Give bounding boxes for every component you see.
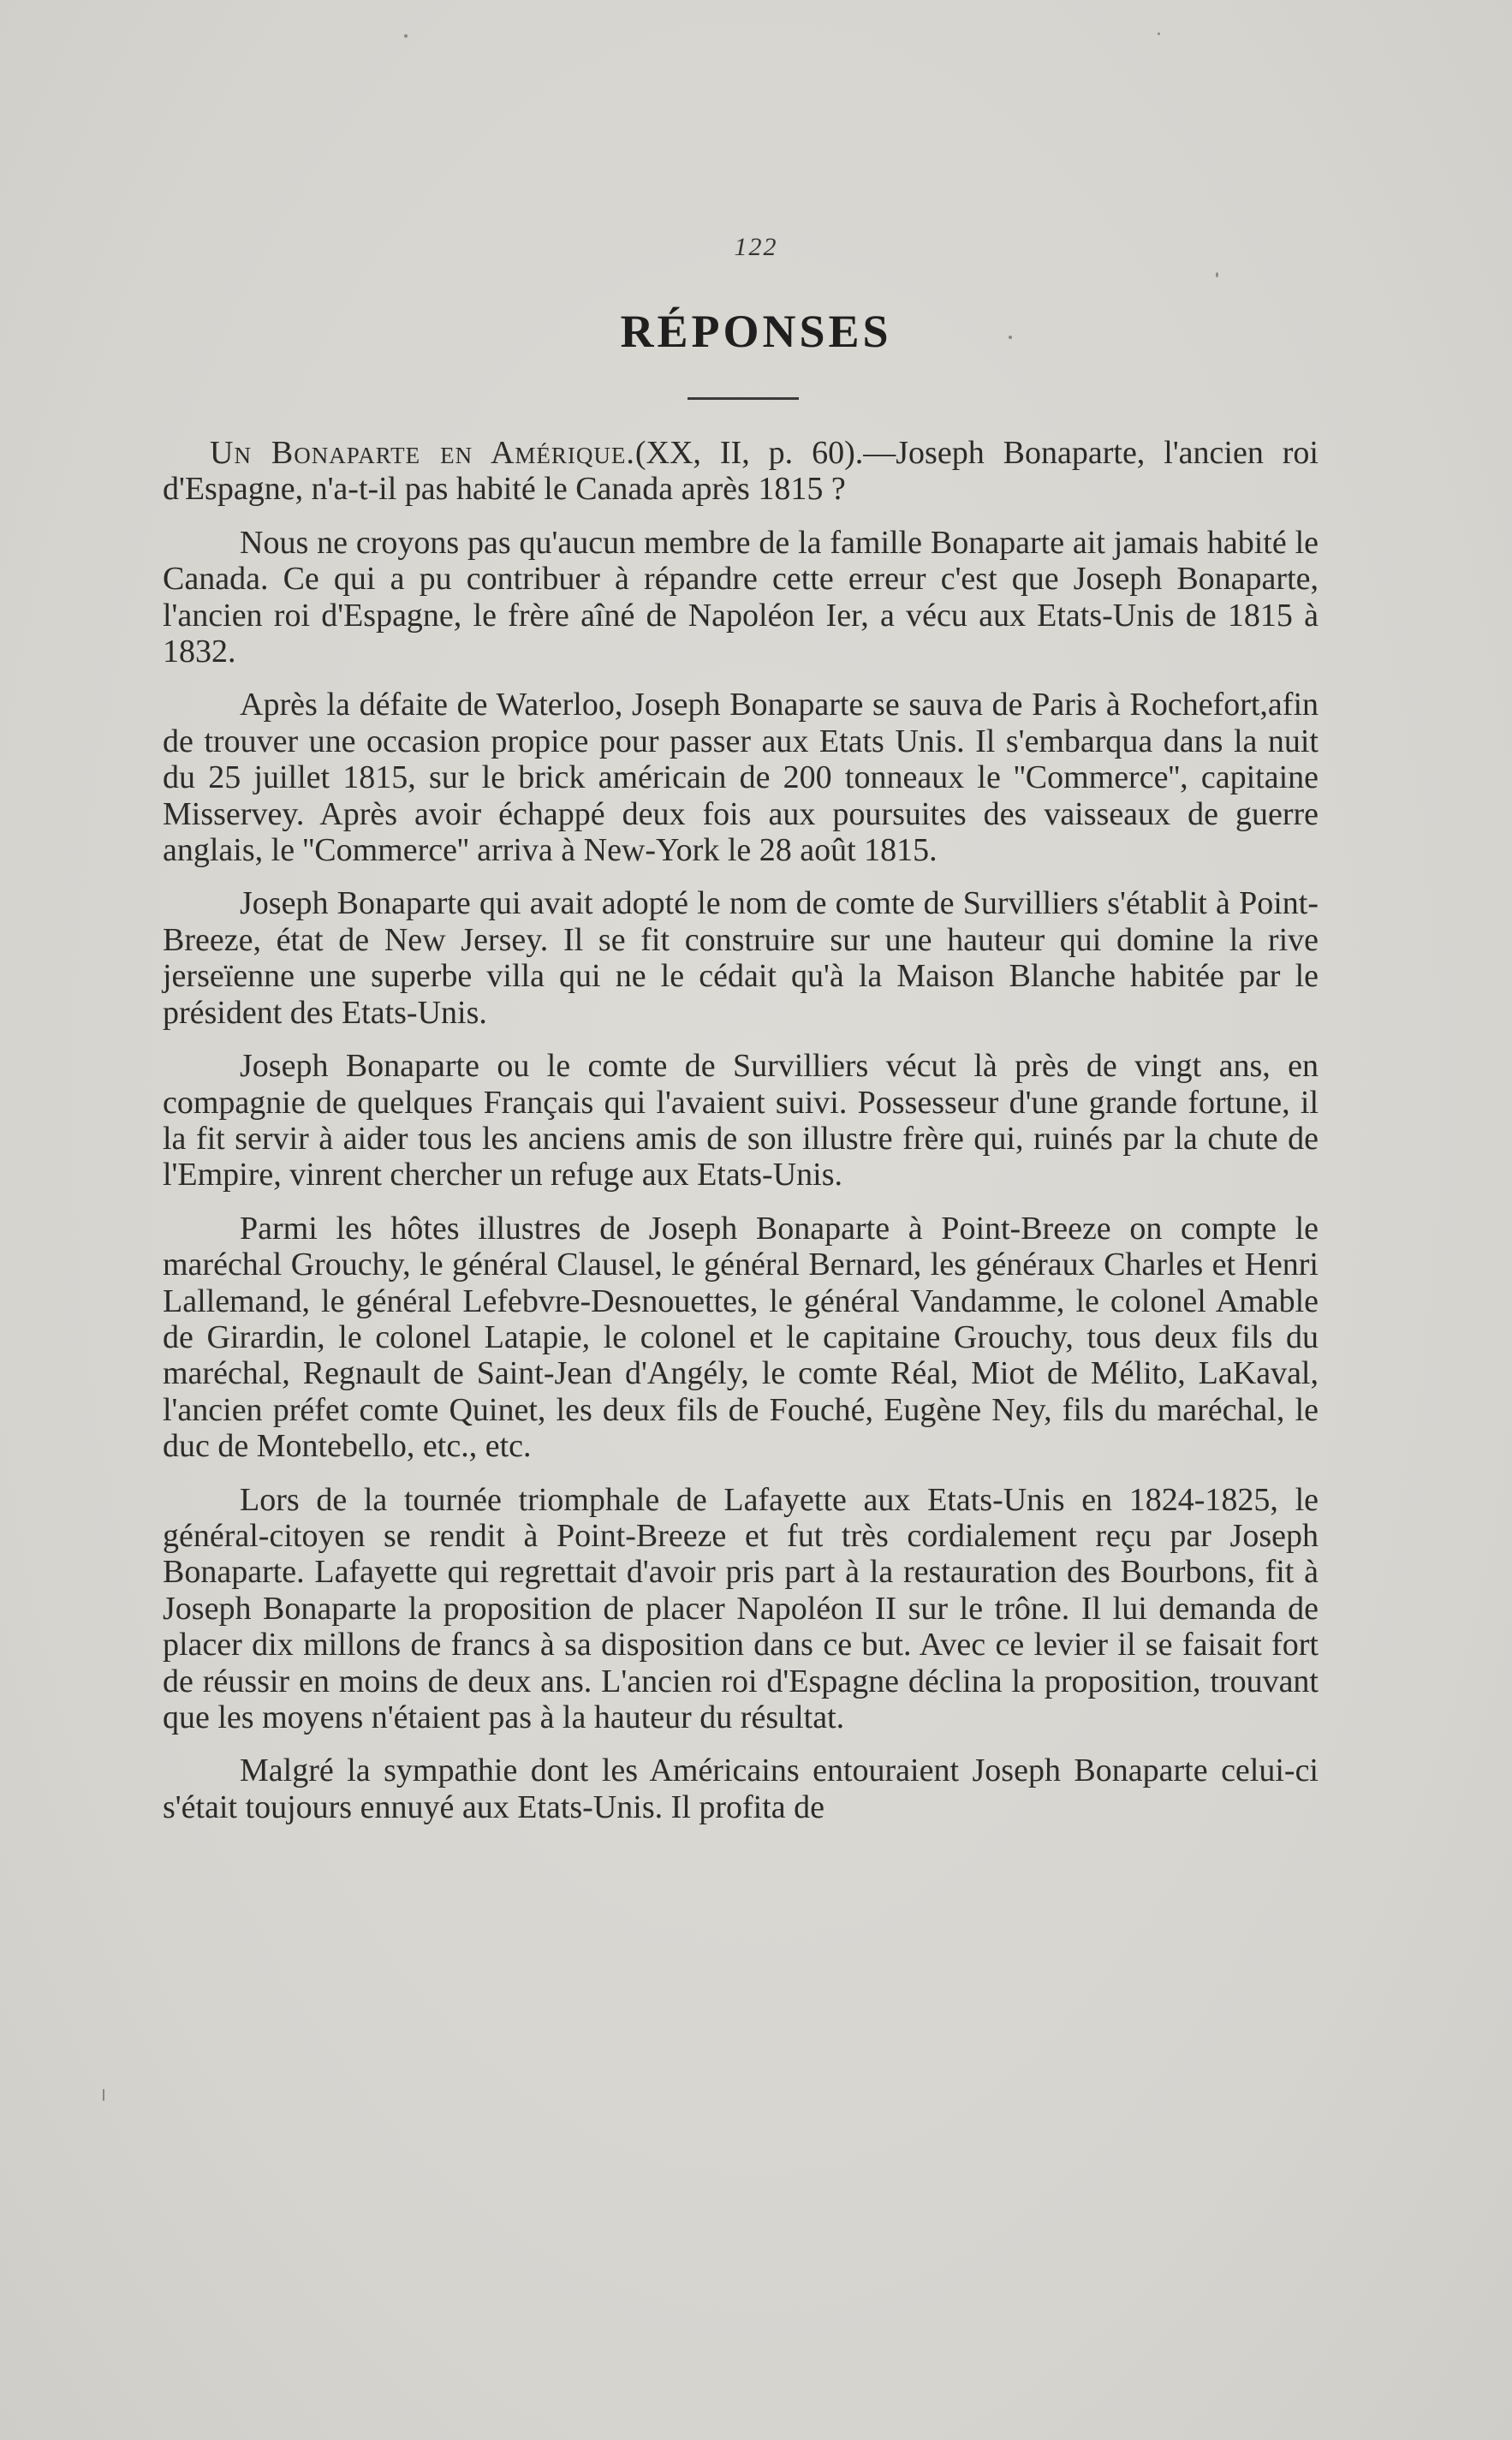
- paragraph: Joseph Bonaparte ou le comte de Survilliers vécut là près de vingt ans, en compagnie de quelques Français qui l'avaient suivi. Possesseur d'une grande fortune, il la fit servir à aider tous les anciens amis de son illustre frère qui, ruinés par la chute de l'Empire, vinrent chercher un refuge aux Etats-Unis.: [163, 1048, 1319, 1193]
- article-body: [163, 435, 1319, 1842]
- paper-speck: [404, 34, 408, 38]
- paragraph: Joseph Bonaparte qui avait adopté le nom de comte de Survilliers s'établit à Point-Breeze, état de New Jersey. Il se fit construire sur une hauteur qui domine la rive jerseïenne une superbe villa qui ne le cédait qu'à la Maison Blanche habitée par le président des Etats-Unis.: [163, 885, 1319, 1031]
- page-number: 122: [734, 233, 778, 261]
- paper-speck: [1158, 33, 1160, 35]
- article-question: (XX, II, p. 60).—Joseph Bonaparte, l'ancien roi d'Espagne, n'a-t-il pas habité le Canada après 1815 ?: [163, 435, 1319, 508]
- paper-speck: [103, 2089, 104, 2101]
- paragraph: Après la défaite de Waterloo, Joseph Bonaparte se sauva de Paris à Rochefort,afin de trouver une occasion propice pour passer aux Etats Unis. Il s'embarqua dans la nuit du 25 juillet 1815, sur le brick américain de 200 tonneaux le ''Commerce'', capitaine Misservey. Après avoir échappé deux fois aux poursuites des vaisseaux de guerre anglais, le ''Commerce'' arriva à New-York le 28 août 1815.: [163, 687, 1319, 869]
- title-rule: [688, 397, 799, 400]
- article-heading: Un Bonaparte en Amérique.: [210, 435, 635, 471]
- paper-speck: [1009, 336, 1012, 339]
- paragraph: Nous ne croyons pas qu'aucun membre de la famille Bonaparte ait jamais habité le Canada. Ce qui a pu contribuer à répandre cette erreur c'est que Joseph Bonaparte, l'ancien roi d'Espagne, le frère aîné de Napoléon Ier, a vécu aux Etats-Unis de 1815 à 1832.: [163, 524, 1319, 670]
- paragraph: Lors de la tournée triomphale de Lafayette aux Etats-Unis en 1824-1825, le général-citoyen se rendit à Point-Breeze et fut très cordialement reçu par Joseph Bonaparte. Lafayette qui regrettait d'avoir pris part à la restauration des Bourbons, fit à Joseph Bonaparte la proposition de placer Napoléon II sur le trône. Il lui demanda de placer dix millons de francs à sa disposition dans ce but. Avec ce levier il se faisait fort de réussir en moins de deux ans. L'ancien roi d'Espagne déclina la proposition, trouvant que les moyens n'étaient pas à la hauteur du résultat.: [163, 1481, 1319, 1735]
- paragraph: Malgré la sympathie dont les Américains entouraient Joseph Bonaparte celui-ci s'était toujours ennuyé aux Etats-Unis. Il profita de: [163, 1753, 1319, 1825]
- paper-speck: [1216, 272, 1218, 277]
- paragraph: Parmi les hôtes illustres de Joseph Bonaparte à Point-Breeze on compte le maréchal Grouchy, le général Clausel, le général Bernard, les généraux Charles et Henri Lallemand, le général Lefebvre-Desnouettes, le général Vandamme, le colonel Amable de Girardin, le colonel Latapie, le colonel et le capitaine Grouchy, tous deux fils du maréchal, Regnault de Saint-Jean d'Angély, le comte Réal, Miot de Mélito, LaKaval, l'ancien préfet comte Quinet, les deux fils de Fouché, Eugène Ney, fils du maréchal, le duc de Montebello, etc., etc.: [163, 1210, 1319, 1465]
- section-title: RÉPONSES: [620, 306, 892, 357]
- article-heading-paragraph: [163, 435, 1319, 508]
